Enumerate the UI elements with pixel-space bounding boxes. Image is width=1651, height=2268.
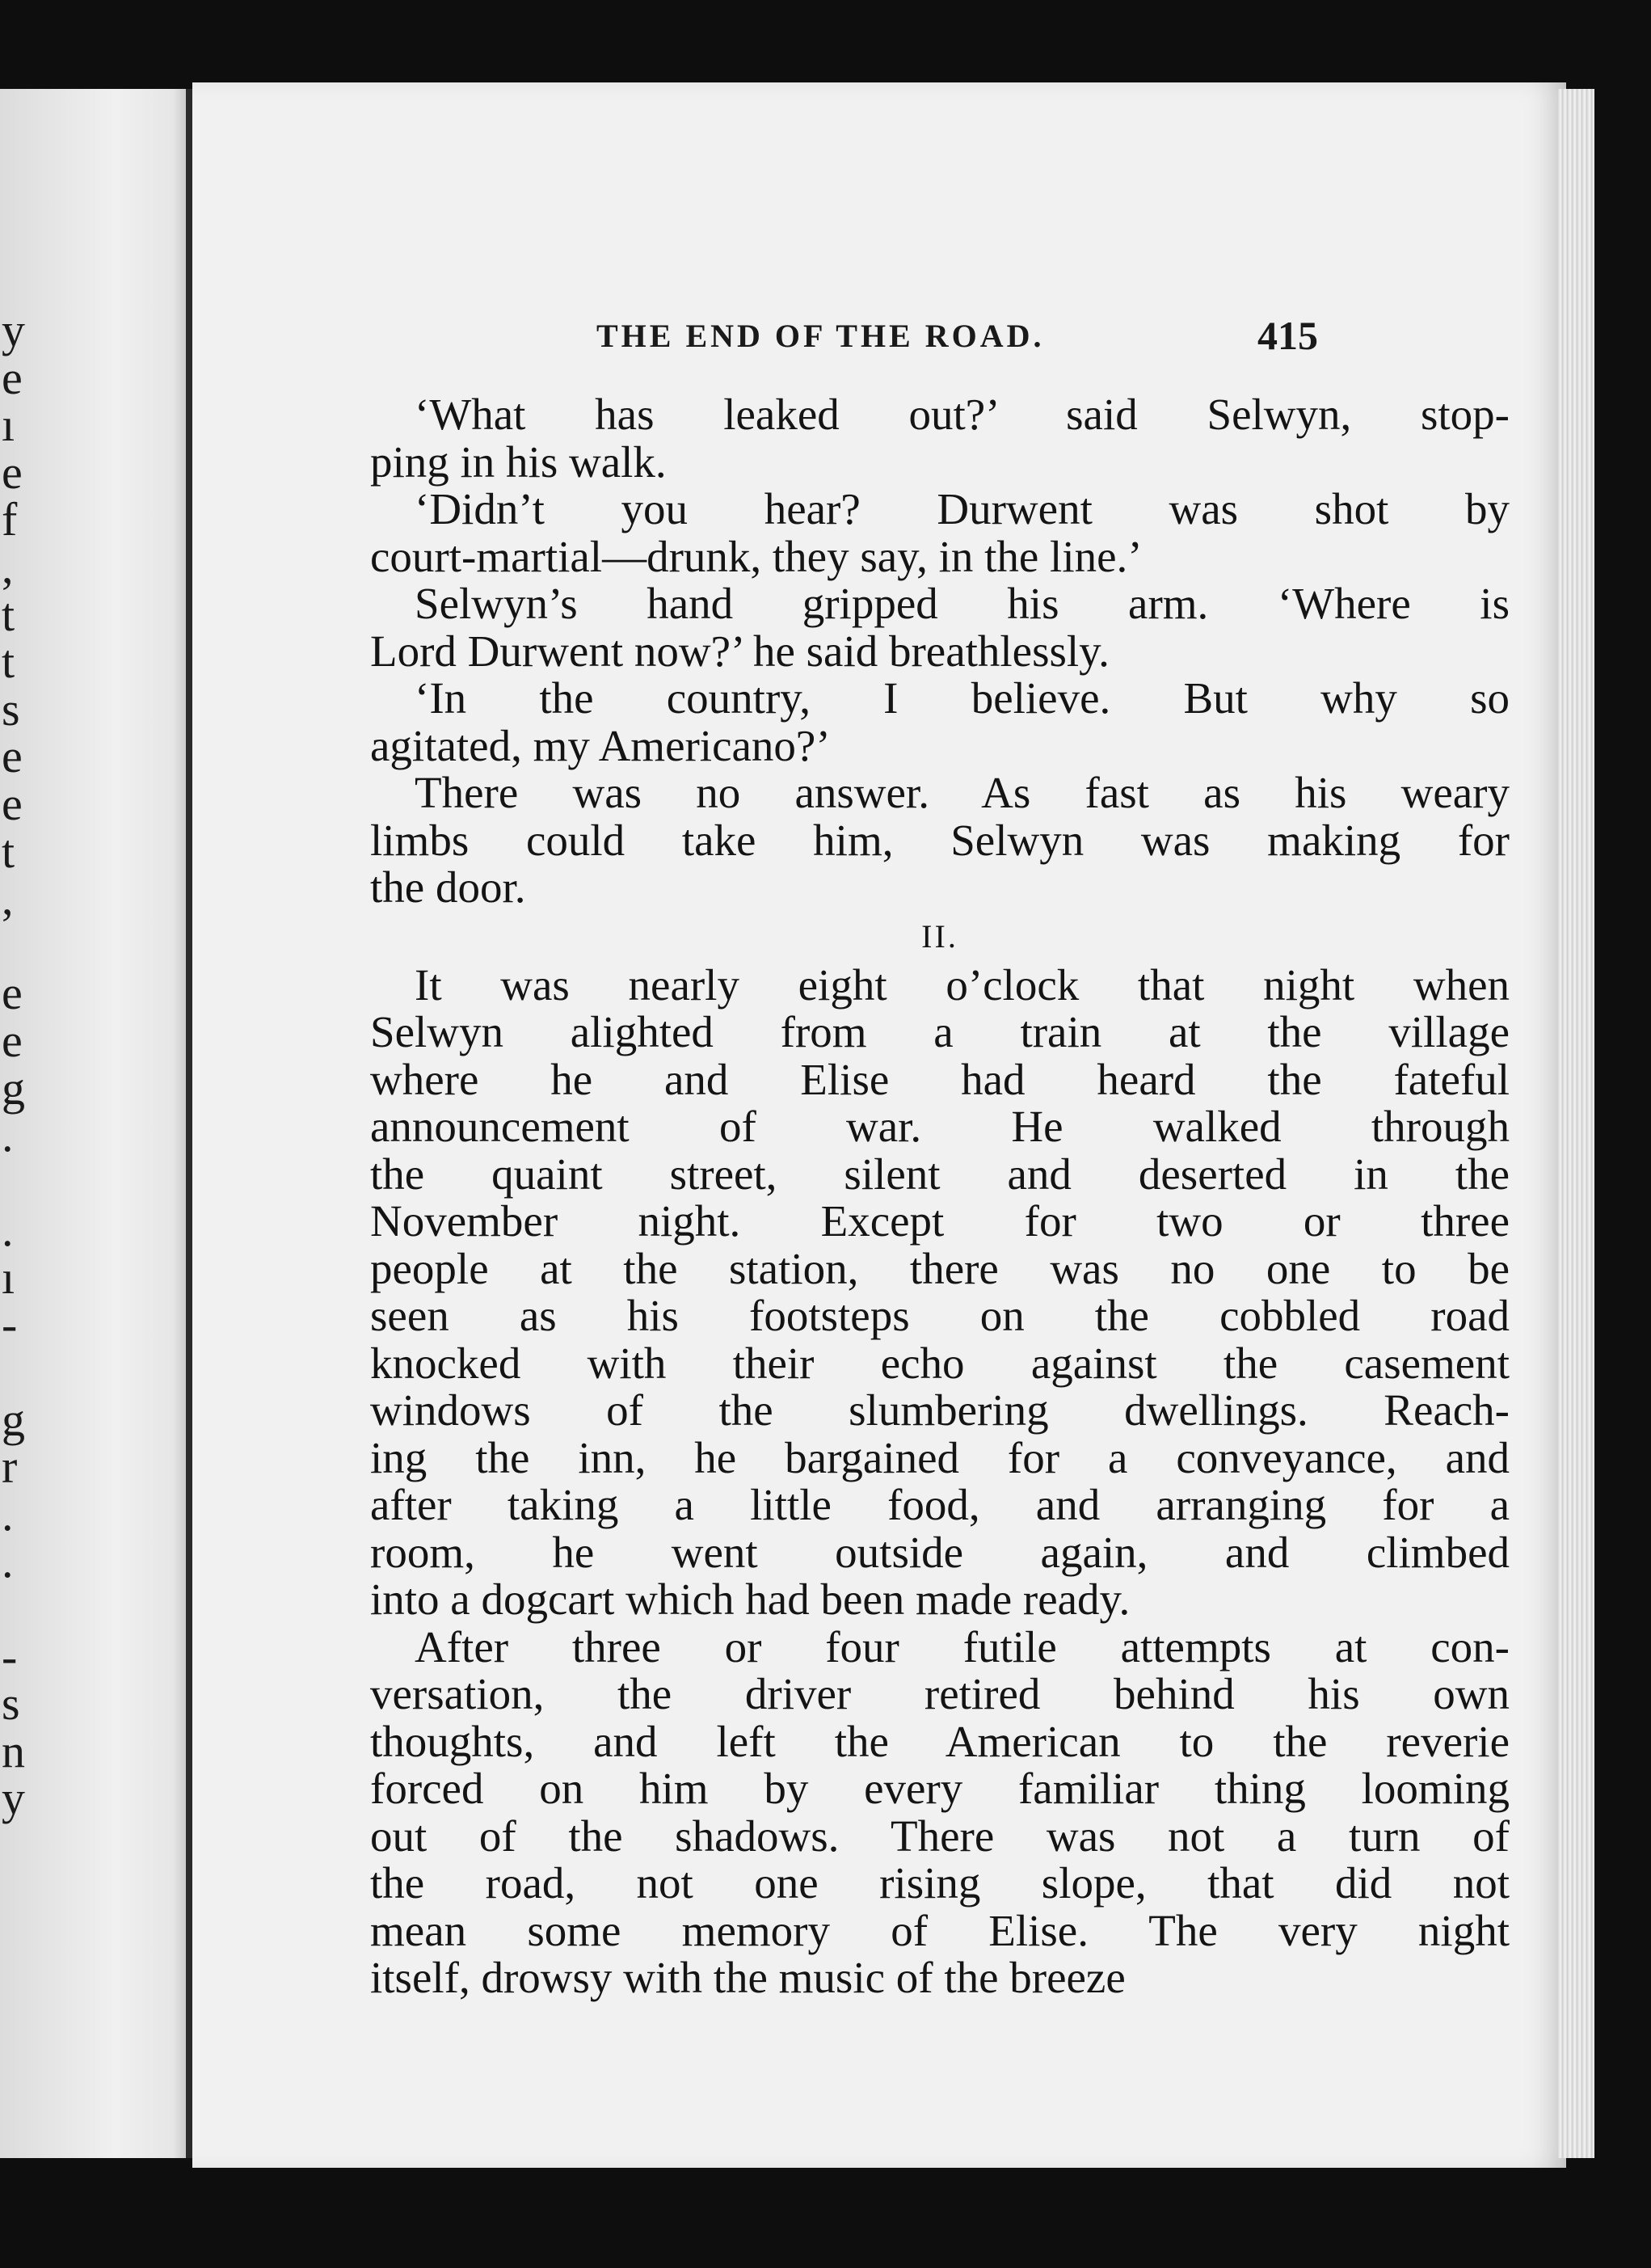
page-number: 415 (1257, 313, 1318, 358)
paragraph (370, 1621, 1510, 2002)
text-line: itself, drowsy with the music of the breeze (370, 1953, 1126, 2002)
page-block-edge (1558, 89, 1594, 2158)
text-line: the quaint street, silent and deserted in the (370, 1149, 1510, 1199)
book-gutter (186, 89, 192, 2158)
text-line: ing the inn, he bargained for a conveyance, and (370, 1432, 1510, 1482)
text-line: thoughts, and left the American to the reverie (370, 1716, 1510, 1766)
text-line: Lord Durwent now?’ he said breathlessly. (370, 626, 1110, 676)
text-line: November night. Except for two or three (370, 1196, 1510, 1246)
body-text (370, 391, 1510, 2002)
dialogue-section (370, 391, 1510, 912)
paragraph (370, 675, 1510, 769)
text-line: Selwyn alighted from a train at the village (370, 1007, 1510, 1056)
text-line: ‘In the country, I believe. But why so (415, 673, 1510, 723)
text-line: where he and Elise had heard the fateful (370, 1054, 1510, 1104)
running-title: THE END OF THE ROAD. (596, 318, 1045, 354)
text-line: seen as his footsteps on the cobbled road (370, 1291, 1510, 1340)
text-line: ‘Didn’t you hear? Durwent was shot by (415, 484, 1510, 533)
text-line: ping in his walk. (370, 436, 667, 487)
facing-page-edge (0, 89, 192, 2158)
text-line: There was no answer. As fast as his weary (415, 768, 1510, 817)
text-line: versation, the driver retired behind his own (370, 1669, 1510, 1718)
text-line: agitated, my Americano?’ (370, 720, 831, 770)
text-line: mean some memory of Elise. The very night (370, 1905, 1510, 1955)
text-line: announcement of war. He walked through (370, 1102, 1510, 1151)
text-line: people at the station, there was no one to be (370, 1243, 1510, 1293)
paragraph (370, 486, 1510, 580)
narrative-section (370, 959, 1510, 2002)
text-line: It was nearly eight o’clock that night when (415, 959, 1510, 1010)
text-line: court-martial—drunk, they say, in the line.’ (370, 531, 1143, 581)
text-line: room, he went outside again, and climbed (370, 1527, 1510, 1577)
text-line: after taking a little food, and arranging for a (370, 1480, 1510, 1529)
text-line: knocked with their echo against the casement (370, 1338, 1510, 1388)
text-line: the road, not one rising slope, that did not (370, 1858, 1510, 1908)
text-line: forced on him by every familiar thing looming (370, 1764, 1510, 1813)
text-line: ‘What has leaked out?’ said Selwyn, stop- (415, 390, 1510, 439)
paragraph (370, 580, 1510, 675)
text-line: After three or four futile attempts at con- (415, 1621, 1510, 1671)
facing-page-cut-text: y e ı e f , t t s e e t , e e g . . ı - g r . . - s n y (2, 304, 25, 1825)
section-numeral: II. (921, 917, 958, 955)
paragraph (370, 959, 1510, 1624)
paragraph (370, 391, 1510, 486)
text-line: limbs could take him, Selwyn was making for (370, 815, 1510, 865)
text-line: the door. (370, 862, 526, 912)
text-line: out of the shadows. There was not a turn of (370, 1811, 1510, 1861)
text-line: windows of the slumbering dwellings. Reach- (370, 1385, 1510, 1435)
running-head (192, 313, 1566, 365)
text-line: into a dogcart which had been made ready. (370, 1575, 1131, 1624)
paragraph (370, 769, 1510, 912)
text-line: Selwyn’s hand gripped his arm. ‘Where is (415, 579, 1510, 628)
book-page (192, 82, 1566, 2168)
